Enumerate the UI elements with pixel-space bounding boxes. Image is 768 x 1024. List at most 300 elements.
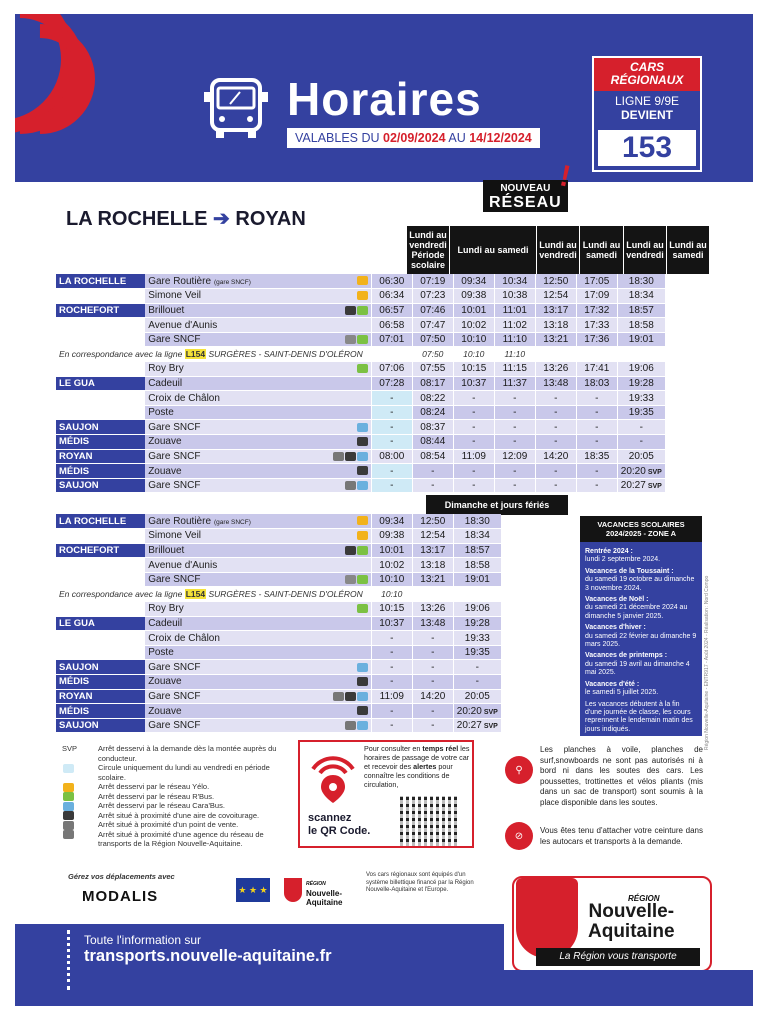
carabus-icon bbox=[357, 692, 368, 701]
stop-name: Gare SNCF bbox=[145, 572, 317, 587]
stop-icons bbox=[318, 478, 372, 493]
yelo-icon bbox=[357, 291, 368, 300]
departure-time: 19:33 bbox=[617, 391, 665, 406]
rbus-icon bbox=[357, 546, 368, 555]
table-row bbox=[56, 332, 665, 347]
stop-name: Gare SNCF bbox=[145, 332, 317, 347]
departure-time: 06:34 bbox=[371, 289, 412, 304]
departure-time: 17:41 bbox=[576, 362, 617, 377]
departure-time: 09:34 bbox=[453, 274, 494, 289]
commune-label: LE GUA bbox=[56, 616, 145, 631]
departure-time: 13:21 bbox=[535, 332, 576, 347]
bus-icon bbox=[200, 74, 272, 144]
departure-time: 10:37 bbox=[453, 376, 494, 391]
departure-time: 20:05 bbox=[617, 449, 665, 464]
departure-time: 09:38 bbox=[371, 529, 412, 544]
departure-time: - bbox=[576, 420, 617, 435]
departure-time: 10:10 bbox=[453, 332, 494, 347]
departure-time: 08:00 bbox=[371, 449, 412, 464]
departure-time: - bbox=[371, 704, 412, 719]
column-header: Lundi au vendredi bbox=[624, 226, 667, 274]
commune-label bbox=[56, 318, 145, 333]
departure-time: 20:27 SVP bbox=[617, 478, 665, 493]
departure-time: - bbox=[371, 645, 412, 660]
commune-label bbox=[56, 645, 145, 660]
rbus-icon bbox=[357, 306, 368, 315]
stop-icons bbox=[318, 289, 372, 304]
covoit-icon bbox=[345, 546, 356, 555]
stop-name: Cadeuil bbox=[145, 376, 317, 391]
departure-time: - bbox=[453, 660, 501, 675]
region-shield-icon bbox=[284, 878, 302, 902]
stop-name: Roy Bry bbox=[145, 362, 317, 377]
departure-time: - bbox=[453, 405, 494, 420]
rbus-icon bbox=[357, 575, 368, 584]
stop-icons bbox=[318, 616, 372, 631]
commune-label: ROYAN bbox=[56, 689, 145, 704]
departure-time: - bbox=[371, 478, 412, 493]
departure-time: 13:26 bbox=[412, 602, 453, 617]
eu-flag-icon: ★ ★ ★ bbox=[236, 878, 270, 902]
stop-icons bbox=[318, 435, 372, 450]
stop-name: Gare Routière (gare SNCF) bbox=[145, 274, 317, 289]
legend-item: Arrêt situé à proximité d'un point de vente. bbox=[62, 820, 292, 830]
pin-icon bbox=[345, 481, 356, 490]
table-row bbox=[56, 376, 665, 391]
departure-time: - bbox=[412, 675, 453, 690]
departure-time: 10:01 bbox=[371, 543, 412, 558]
stop-icons bbox=[318, 449, 372, 464]
departure-time: 07:46 bbox=[412, 303, 453, 318]
departure-time: - bbox=[535, 420, 576, 435]
departure-time: 20:05 bbox=[453, 689, 501, 704]
stop-icons bbox=[318, 318, 372, 333]
departure-time: 10:02 bbox=[371, 558, 412, 573]
stop-name: Brillouet bbox=[145, 303, 317, 318]
footer-caption: Toute l'information sur bbox=[84, 933, 202, 947]
commune-label bbox=[56, 362, 145, 377]
departure-time: 09:34 bbox=[371, 514, 412, 529]
legend-symbol-icon bbox=[63, 783, 74, 792]
stop-icons bbox=[318, 391, 372, 406]
stop-name: Croix de Châlon bbox=[145, 391, 317, 406]
departure-time: - bbox=[576, 405, 617, 420]
stop-icons bbox=[318, 332, 372, 347]
stop-name: Gare SNCF bbox=[145, 718, 317, 733]
departure-time: 06:57 bbox=[371, 303, 412, 318]
departure-time: - bbox=[617, 420, 665, 435]
departure-time: - bbox=[453, 391, 494, 406]
holiday-item: Vacances de la Toussaint : du samedi 19 octobre au dimanche 3 novembre 2024. bbox=[585, 567, 695, 592]
departure-time: 17:32 bbox=[576, 303, 617, 318]
departure-time: - bbox=[371, 631, 412, 646]
column-header: Lundi au samedi bbox=[580, 226, 624, 274]
table-row bbox=[56, 289, 665, 304]
svp-badge: SVP bbox=[647, 468, 662, 476]
commune-label: SAUJON bbox=[56, 478, 145, 493]
departure-time: - bbox=[453, 464, 494, 479]
weekday-timetable bbox=[56, 274, 665, 493]
stop-icons bbox=[318, 274, 372, 289]
departure-time: 07:06 bbox=[371, 362, 412, 377]
departure-time: 14:20 bbox=[535, 449, 576, 464]
stop-icons bbox=[318, 303, 372, 318]
departure-time: - bbox=[535, 478, 576, 493]
stop-icons bbox=[318, 558, 372, 573]
stop-icons bbox=[318, 529, 372, 544]
commune-label bbox=[56, 405, 145, 420]
commune-label: MÉDIS bbox=[56, 704, 145, 719]
departure-time: 19:35 bbox=[453, 645, 501, 660]
footer-website-link[interactable]: transports.nouvelle-aquitaine.fr bbox=[84, 947, 332, 965]
commune-label: SAUJON bbox=[56, 660, 145, 675]
departure-time: 13:17 bbox=[412, 543, 453, 558]
column-header: Lundi au vendredi Période scolaire bbox=[407, 226, 450, 274]
legend-symbol-icon bbox=[63, 802, 74, 811]
stop-name: Zouave bbox=[145, 464, 317, 479]
stop-icons bbox=[318, 572, 372, 587]
lion-shield-icon bbox=[516, 878, 578, 958]
stop-icons bbox=[318, 376, 372, 391]
stop-icons bbox=[318, 704, 372, 719]
departure-time: 12:50 bbox=[535, 274, 576, 289]
departure-time: 13:18 bbox=[412, 558, 453, 573]
stop-name: Avenue d'Aunis bbox=[145, 558, 317, 573]
departure-time: - bbox=[576, 478, 617, 493]
commune-label: LA ROCHELLE bbox=[56, 274, 145, 289]
stop-icons bbox=[318, 543, 372, 558]
rbus-icon bbox=[357, 364, 368, 373]
covoit-icon bbox=[357, 466, 368, 475]
departure-time: 19:35 bbox=[617, 405, 665, 420]
covoit-icon bbox=[357, 437, 368, 446]
stop-icons bbox=[318, 631, 372, 646]
departure-time: - bbox=[494, 420, 535, 435]
covoit-icon bbox=[345, 306, 356, 315]
table-row bbox=[56, 558, 501, 573]
region-small-logo: RÉGION Nouvelle- Aquitaine bbox=[284, 876, 350, 908]
stop-icons bbox=[318, 675, 372, 690]
departure-time: 19:01 bbox=[453, 572, 501, 587]
qr-scan-label: scannez le QR Code. bbox=[308, 812, 371, 837]
svp-badge: SVP bbox=[483, 723, 498, 731]
covoit-icon bbox=[345, 692, 356, 701]
departure-time: 17:05 bbox=[576, 274, 617, 289]
qr-description: Pour consulter en temps réel les horaires de passage de votre car et recevoir des alertes pour connaître les conditions de circulation, bbox=[364, 744, 470, 789]
departure-time: 11:10 bbox=[494, 332, 535, 347]
departure-time: 17:33 bbox=[576, 318, 617, 333]
departure-time: 13:21 bbox=[412, 572, 453, 587]
holiday-item: Vacances de Noël : du samedi 21 décembre 2024 au dimanche 5 janvier 2025. bbox=[585, 596, 688, 620]
departure-time: - bbox=[576, 391, 617, 406]
departure-time: - bbox=[617, 435, 665, 450]
stop-name: Avenue d'Aunis bbox=[145, 318, 317, 333]
stop-name: Poste bbox=[145, 405, 317, 420]
departure-time: 13:48 bbox=[535, 376, 576, 391]
stop-icons bbox=[318, 689, 372, 704]
commune-label bbox=[56, 602, 145, 617]
pin-icon bbox=[333, 692, 344, 701]
departure-time: - bbox=[535, 464, 576, 479]
sunday-header: Dimanche et jours fériés bbox=[426, 495, 568, 515]
departure-time: 06:30 bbox=[371, 274, 412, 289]
table-row bbox=[56, 318, 665, 333]
departure-time: - bbox=[412, 645, 453, 660]
departure-time: 10:38 bbox=[494, 289, 535, 304]
table-row bbox=[56, 543, 501, 558]
column-header: Lundi au samedi bbox=[450, 226, 537, 274]
departure-time: 10:34 bbox=[494, 274, 535, 289]
departure-time: - bbox=[412, 660, 453, 675]
commune-label bbox=[56, 572, 145, 587]
stop-icons bbox=[318, 602, 372, 617]
region-label: RÉGION bbox=[628, 894, 660, 903]
table-row bbox=[56, 514, 501, 529]
departure-time: 10:37 bbox=[371, 616, 412, 631]
departure-time: 20:27 SVP bbox=[453, 718, 501, 733]
table-row bbox=[56, 303, 665, 318]
stop-icons bbox=[318, 514, 372, 529]
stop-icons bbox=[318, 645, 372, 660]
carabus-icon bbox=[357, 481, 368, 490]
commune-label: LA ROCHELLE bbox=[56, 514, 145, 529]
region-tagline: La Région vous transporte bbox=[536, 948, 700, 966]
route-title: LA ROCHELLE ➔ ROYAN bbox=[66, 208, 306, 230]
departure-time: 20:20 SVP bbox=[617, 464, 665, 479]
legend-item: Arrêt desservi par le réseau Yélo. bbox=[62, 782, 292, 792]
carabus-icon bbox=[357, 721, 368, 730]
dotted-line-icon bbox=[67, 930, 71, 990]
holiday-item: Les vacances débutent à la fin d'une journée de classe, les cours reprennent le lendemain matin des jours indiqués. bbox=[585, 700, 693, 733]
rbus-icon bbox=[357, 335, 368, 344]
departure-time: 11:15 bbox=[494, 362, 535, 377]
departure-time: - bbox=[535, 435, 576, 450]
stop-icons bbox=[318, 420, 372, 435]
departure-time: 07:01 bbox=[371, 332, 412, 347]
commune-label: MÉDIS bbox=[56, 464, 145, 479]
departure-time: 18:57 bbox=[453, 543, 501, 558]
pin-icon bbox=[333, 452, 344, 461]
covoit-icon bbox=[357, 677, 368, 686]
departure-time: 11:37 bbox=[494, 376, 535, 391]
svp-badge: SVP bbox=[483, 708, 498, 716]
holiday-item: Rentrée 2024 : lundi 2 septembre 2024. bbox=[585, 548, 661, 564]
stop-name: Cadeuil bbox=[145, 616, 317, 631]
departure-time: 13:26 bbox=[535, 362, 576, 377]
departure-time: - bbox=[494, 435, 535, 450]
departure-time: - bbox=[371, 718, 412, 733]
commune-label bbox=[56, 289, 145, 304]
stop-name: Croix de Châlon bbox=[145, 631, 317, 646]
table-row bbox=[56, 435, 665, 450]
column-header: Lundi au vendredi bbox=[537, 226, 580, 274]
table-row bbox=[56, 645, 501, 660]
departure-time: 10:02 bbox=[453, 318, 494, 333]
commune-label: SAUJON bbox=[56, 718, 145, 733]
commune-label bbox=[56, 529, 145, 544]
departure-time: 11:09 bbox=[453, 449, 494, 464]
departure-time: 09:38 bbox=[453, 289, 494, 304]
departure-time: 19:06 bbox=[617, 362, 665, 377]
stop-name: Gare SNCF bbox=[145, 689, 317, 704]
departure-time: 14:20 bbox=[412, 689, 453, 704]
departure-time: 18:30 bbox=[617, 274, 665, 289]
departure-time: 08:22 bbox=[412, 391, 453, 406]
departure-time: 18:03 bbox=[576, 376, 617, 391]
departure-time: - bbox=[453, 478, 494, 493]
velo-icon bbox=[345, 335, 356, 344]
velo-icon bbox=[345, 575, 356, 584]
departure-time: 07:28 bbox=[371, 376, 412, 391]
commune-label: ROCHEFORT bbox=[56, 303, 145, 318]
seatbelt-info: Vous êtes tenu d'attacher votre ceinture dans les autocars et transports à la demande. bbox=[540, 826, 703, 846]
correspondence-row: En correspondance avec la ligne L154 SURGÈRES - SAINT-DENIS D'OLÉRON 07:50 10:10 11:10 bbox=[56, 347, 665, 362]
yelo-icon bbox=[357, 516, 368, 525]
commune-label: ROCHEFORT bbox=[56, 543, 145, 558]
pin-icon bbox=[345, 721, 356, 730]
commune-label: LE GUA bbox=[56, 376, 145, 391]
departure-time: - bbox=[371, 435, 412, 450]
departure-time: 18:58 bbox=[453, 558, 501, 573]
departure-time: - bbox=[412, 478, 453, 493]
stop-name: Simone Veil bbox=[145, 529, 317, 544]
departure-time: - bbox=[371, 675, 412, 690]
column-header: Lundi au samedi bbox=[667, 226, 710, 274]
table-row bbox=[56, 529, 501, 544]
commune-label: SAUJON bbox=[56, 420, 145, 435]
commune-label bbox=[56, 558, 145, 573]
departure-time: 13:17 bbox=[535, 303, 576, 318]
departure-time: - bbox=[412, 718, 453, 733]
holiday-item: Vacances d'été : le samedi 5 juillet 2025. bbox=[585, 680, 659, 697]
table-row bbox=[56, 631, 501, 646]
departure-time: - bbox=[412, 704, 453, 719]
departure-time: 08:37 bbox=[412, 420, 453, 435]
table-row bbox=[56, 274, 665, 289]
departure-time: - bbox=[412, 631, 453, 646]
stop-name: Gare SNCF bbox=[145, 420, 317, 435]
departure-time: - bbox=[535, 405, 576, 420]
departure-time: 18:34 bbox=[453, 529, 501, 544]
line-badge: CARS RÉGIONAUX LIGNE 9/9E DEVIENT 153 bbox=[592, 56, 702, 172]
departure-time: 08:24 bbox=[412, 405, 453, 420]
stop-icons bbox=[318, 362, 372, 377]
departure-time: - bbox=[494, 464, 535, 479]
table-row bbox=[56, 704, 501, 719]
departure-time: 07:23 bbox=[412, 289, 453, 304]
modalis-caption: Gérez vos déplacements avec bbox=[68, 872, 175, 881]
legend bbox=[62, 744, 292, 849]
legend-symbol-icon bbox=[63, 811, 74, 820]
carabus-icon bbox=[357, 452, 368, 461]
stop-name: Gare SNCF bbox=[145, 449, 317, 464]
table-row bbox=[56, 660, 501, 675]
departure-time: 08:44 bbox=[412, 435, 453, 450]
departure-time: - bbox=[576, 464, 617, 479]
table-row bbox=[56, 449, 665, 464]
departure-time: 07:50 bbox=[412, 332, 453, 347]
stop-name: Gare SNCF bbox=[145, 660, 317, 675]
legend-symbol-icon bbox=[63, 821, 74, 830]
departure-time: - bbox=[494, 391, 535, 406]
departure-time: 11:02 bbox=[494, 318, 535, 333]
legend-item: Circule uniquement du lundi au vendredi en période scolaire. bbox=[62, 763, 292, 782]
departure-time: 10:15 bbox=[371, 602, 412, 617]
table-row bbox=[56, 602, 501, 617]
seatbelt-icon: ⊘ bbox=[505, 822, 533, 850]
departure-time: 08:17 bbox=[412, 376, 453, 391]
stop-icons bbox=[318, 405, 372, 420]
departure-time: 17:09 bbox=[576, 289, 617, 304]
qr-code[interactable] bbox=[400, 796, 460, 846]
departure-time: 17:36 bbox=[576, 332, 617, 347]
stop-name: Roy Bry bbox=[145, 602, 317, 617]
departure-time: 13:48 bbox=[412, 616, 453, 631]
departure-time: 19:01 bbox=[617, 332, 665, 347]
departure-time: - bbox=[494, 478, 535, 493]
table-row bbox=[56, 718, 501, 733]
departure-time: 12:09 bbox=[494, 449, 535, 464]
departure-time: - bbox=[371, 464, 412, 479]
commune-label bbox=[56, 391, 145, 406]
svp-badge: SVP bbox=[647, 483, 662, 491]
departure-time: 11:09 bbox=[371, 689, 412, 704]
holiday-item: Vacances de printemps : du samedi 19 avril au dimanche 4 mai 2025. bbox=[585, 652, 690, 677]
eu-funding-note: Vos cars régionaux sont équipés d'un système billettique financé par la Région Nouvelle-Aquitaine et l'Europe. bbox=[366, 872, 474, 893]
legend-item: SVP Arrêt desservi à la demande dès la montée auprès du conducteur. bbox=[62, 744, 277, 763]
departure-time: - bbox=[576, 435, 617, 450]
holiday-item: Vacances d'hiver : du samedi 22 février au dimanche 9 mars 2025. bbox=[585, 624, 697, 649]
legend-item: Arrêt desservi par le réseau Cara'Bus. bbox=[62, 801, 292, 811]
print-reference: Région Nouvelle-Aquitaine - ENTR917 - Août 2024 - Réalisation : Nord Compo bbox=[704, 575, 710, 750]
validity-dates: VALABLES DU 02/09/2024 AU 14/12/2024 bbox=[287, 128, 540, 148]
departure-time: - bbox=[535, 391, 576, 406]
line-l154-badge: L154 bbox=[185, 589, 206, 600]
carabus-icon bbox=[357, 423, 368, 432]
departure-time: - bbox=[494, 405, 535, 420]
commune-label bbox=[56, 631, 145, 646]
school-holidays-box: VACANCES SCOLAIRES 2024/2025 - ZONE A Rentrée 2024 : lundi 2 septembre 2024. Vacances de la Toussaint : du samedi 19 octobre au dimanche 3 novembre 2024. Vacances de Noël : du samedi 21 décembre 2024 au dimanche 5 janvier 2025. Vacances d'hiver : du samedi 22 février au dimanche 9 mars 2025. Vacances de printemps : du samedi 19 avril au dimanche 4 mai 2025. Vacances d'été : le samedi 5 juillet 2025. Les vacances débutent à la fin d'une journée de classe, les cours reprennent le lendemain matin des jours indiqués. bbox=[580, 516, 702, 736]
stop-name: Zouave bbox=[145, 675, 317, 690]
stop-name: Zouave bbox=[145, 704, 317, 719]
commune-label bbox=[56, 332, 145, 347]
stop-name: Gare SNCF bbox=[145, 478, 317, 493]
departure-time: 19:33 bbox=[453, 631, 501, 646]
departure-time: 10:01 bbox=[453, 303, 494, 318]
departure-time: 07:55 bbox=[412, 362, 453, 377]
stop-name: Simone Veil bbox=[145, 289, 317, 304]
legend-symbol-icon bbox=[63, 830, 74, 839]
departure-time: - bbox=[371, 420, 412, 435]
table-row bbox=[56, 689, 501, 704]
table-row bbox=[56, 572, 501, 587]
table-row bbox=[56, 420, 665, 435]
legend-item: Arrêt situé à proximité d'une aire de covoiturage. bbox=[62, 811, 292, 821]
commune-label: MÉDIS bbox=[56, 435, 145, 450]
table-row bbox=[56, 616, 501, 631]
exclamation-icon: ! bbox=[556, 159, 574, 194]
legend-symbol-icon bbox=[63, 764, 74, 773]
departure-time: 06:58 bbox=[371, 318, 412, 333]
bike-icon: ⚲ bbox=[505, 756, 533, 784]
departure-time: - bbox=[371, 660, 412, 675]
table-row bbox=[56, 391, 665, 406]
departure-time: 18:58 bbox=[617, 318, 665, 333]
luggage-info: Les planches à voile, planches de surf,snowboards ne sont pas autorisés ni à bord ni dans les soutes des cars. Les poussettes, trottinettes et vélos pliants (mis dans un sac de transport) sont soumis à la place disponible dans les soutes. bbox=[540, 745, 703, 807]
departure-time: 07:19 bbox=[412, 274, 453, 289]
stop-icons bbox=[318, 660, 372, 675]
departure-time: 19:06 bbox=[453, 602, 501, 617]
